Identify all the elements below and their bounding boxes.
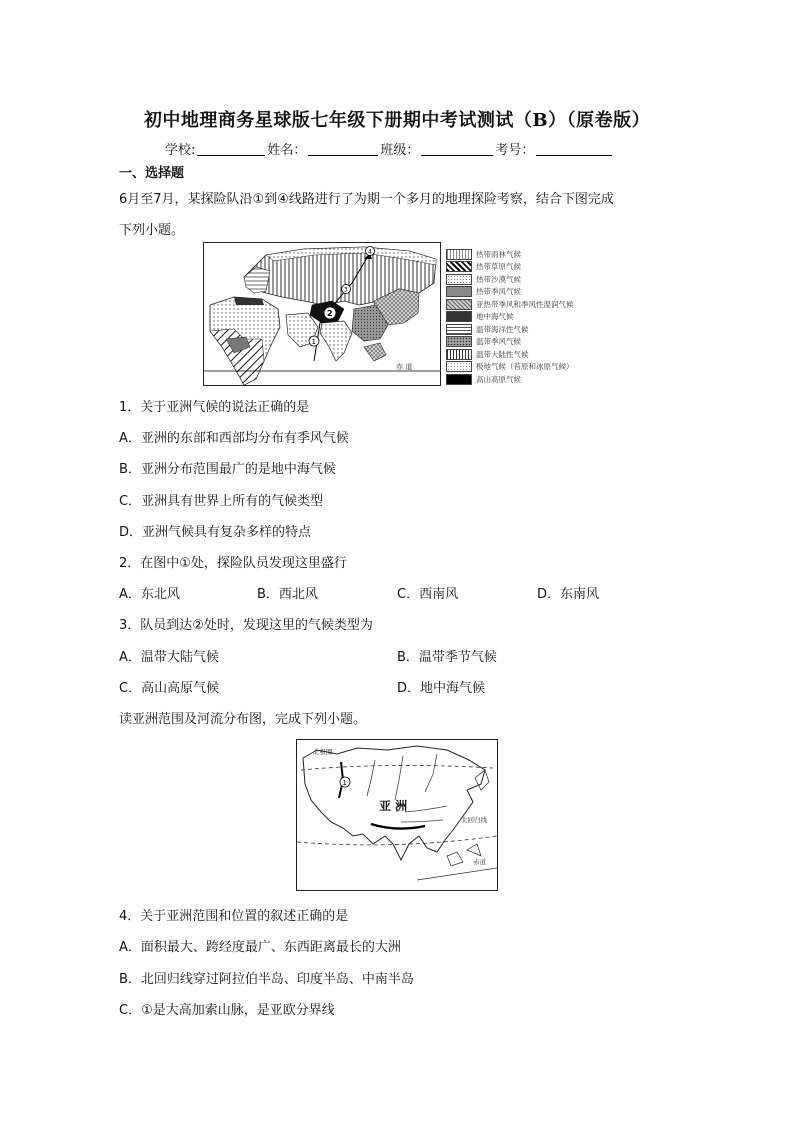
q3-option-c: C．高山高原气候 xyxy=(119,681,220,696)
legend-swatch xyxy=(446,249,472,260)
legend-item xyxy=(446,323,574,336)
q3-option-d: D．地中海气候 xyxy=(397,681,486,696)
school-label: 学校: xyxy=(165,143,196,158)
equator-label: 赤 道 xyxy=(396,363,413,371)
legend-swatch xyxy=(446,374,472,385)
q4-stem: 4．关于亚洲范围和位置的叙述正确的是 xyxy=(119,909,349,924)
legend-label: 极地气候（苔原和冰原气候） xyxy=(476,362,574,372)
id-blank xyxy=(536,143,612,156)
class-label: 班级： xyxy=(380,143,420,158)
climate-map xyxy=(203,242,441,386)
legend-label: 热带草原气候 xyxy=(476,262,521,272)
legend-item xyxy=(446,286,574,299)
legend-swatch xyxy=(446,324,472,335)
q4-option-a: A．面积最大、跨经度最广、东西距离最长的大洲 xyxy=(119,940,401,955)
legend-label: 高山高原气候 xyxy=(476,374,521,384)
asia-river-map xyxy=(296,739,498,891)
legend-label: 热带雨林气候 xyxy=(476,249,521,259)
climate-legend xyxy=(446,248,574,386)
intro2: 读亚洲范围及河流分布图，完成下列小题。 xyxy=(119,712,367,727)
q2-option-a: A．东北风 xyxy=(119,587,180,602)
q2-option-b: B．西北风 xyxy=(257,587,318,602)
legend-item xyxy=(446,248,574,261)
q1-option-a: A．亚洲的东部和西部均分布有季风气候 xyxy=(119,431,349,446)
asia-label: 亚 洲 xyxy=(379,799,408,813)
section-heading: 一、选择题 xyxy=(119,166,185,181)
legend-item xyxy=(446,336,574,349)
legend-item xyxy=(446,273,574,286)
legend-item xyxy=(446,373,574,386)
q2-option-c: C．西南风 xyxy=(397,587,459,602)
page-title: 初中地理商务星球版七年级下册期中考试测试（B）（原卷版） xyxy=(143,110,651,131)
map-marker-3: 3 xyxy=(343,285,348,294)
id-label: 考号： xyxy=(495,143,535,158)
legend-swatch xyxy=(446,361,472,372)
legend-label: 温带季风气候 xyxy=(476,337,521,347)
class-blank xyxy=(421,143,493,156)
legend-item xyxy=(446,361,574,374)
q1-option-c: C．亚洲具有世界上所有的气候类型 xyxy=(119,494,324,509)
q1-option-b: B．亚洲分布范围最广的是地中海气候 xyxy=(119,462,336,477)
legend-swatch xyxy=(446,274,472,285)
q3-stem: 3．队员到达②处时，发现这里的气候类型为 xyxy=(119,618,373,633)
legend-label: 热带季风气候 xyxy=(476,287,521,297)
legend-label: 温带海洋性气候 xyxy=(476,324,529,334)
name-label: 姓名： xyxy=(267,143,307,158)
legend-label: 亚热带季风和季风性湿润气候 xyxy=(476,299,574,309)
q1-option-d: D．亚洲气候具有复杂多样的特点 xyxy=(119,525,312,540)
legend-label: 地中海气候 xyxy=(476,312,514,322)
q3-option-b: B．温带季节气候 xyxy=(397,650,497,665)
map2-equator-label: 赤道 xyxy=(473,858,486,866)
q2-stem: 2．在图中①处，探险队员发现这里盛行 xyxy=(119,556,347,571)
school-blank xyxy=(197,143,265,156)
q3-option-a: A．温带大陆气候 xyxy=(119,650,219,665)
arctic-circle-label: 北极圈 xyxy=(313,748,333,756)
student-info-row xyxy=(165,139,614,158)
legend-label: 温带大陆性气候 xyxy=(476,349,529,359)
legend-swatch xyxy=(446,349,472,360)
intro1-line2: 下列小题。 xyxy=(119,223,185,238)
q4-option-c: C．①是大高加索山脉，是亚欧分界线 xyxy=(119,1003,335,1018)
map-marker-1: 1 xyxy=(311,338,316,346)
map2-marker-1: 1 xyxy=(342,779,347,787)
map-marker-2: 2 xyxy=(327,309,333,318)
q4-option-b: B．北回归线穿过阿拉伯半岛、印度半岛、中南半岛 xyxy=(119,972,414,987)
legend-swatch xyxy=(446,286,472,297)
legend-item xyxy=(446,298,574,311)
q2-option-d: D．东南风 xyxy=(537,587,600,602)
legend-item xyxy=(446,311,574,324)
legend-swatch xyxy=(446,311,472,322)
legend-label: 热带沙漠气候 xyxy=(476,274,521,284)
legend-item xyxy=(446,261,574,274)
legend-item xyxy=(446,348,574,361)
tropic-label: 北回归线 xyxy=(461,816,487,824)
map-marker-4: 4 xyxy=(367,247,372,256)
q1-stem: 1．关于亚洲气候的说法正确的是 xyxy=(119,400,310,415)
legend-swatch xyxy=(446,336,472,347)
intro1-line1: 6月至7月，某探险队沿①到④线路进行了为期一个多月的地理探险考察，结合下图完成 xyxy=(119,192,614,207)
name-blank xyxy=(308,143,378,156)
legend-swatch xyxy=(446,299,472,310)
legend-swatch xyxy=(446,261,472,272)
